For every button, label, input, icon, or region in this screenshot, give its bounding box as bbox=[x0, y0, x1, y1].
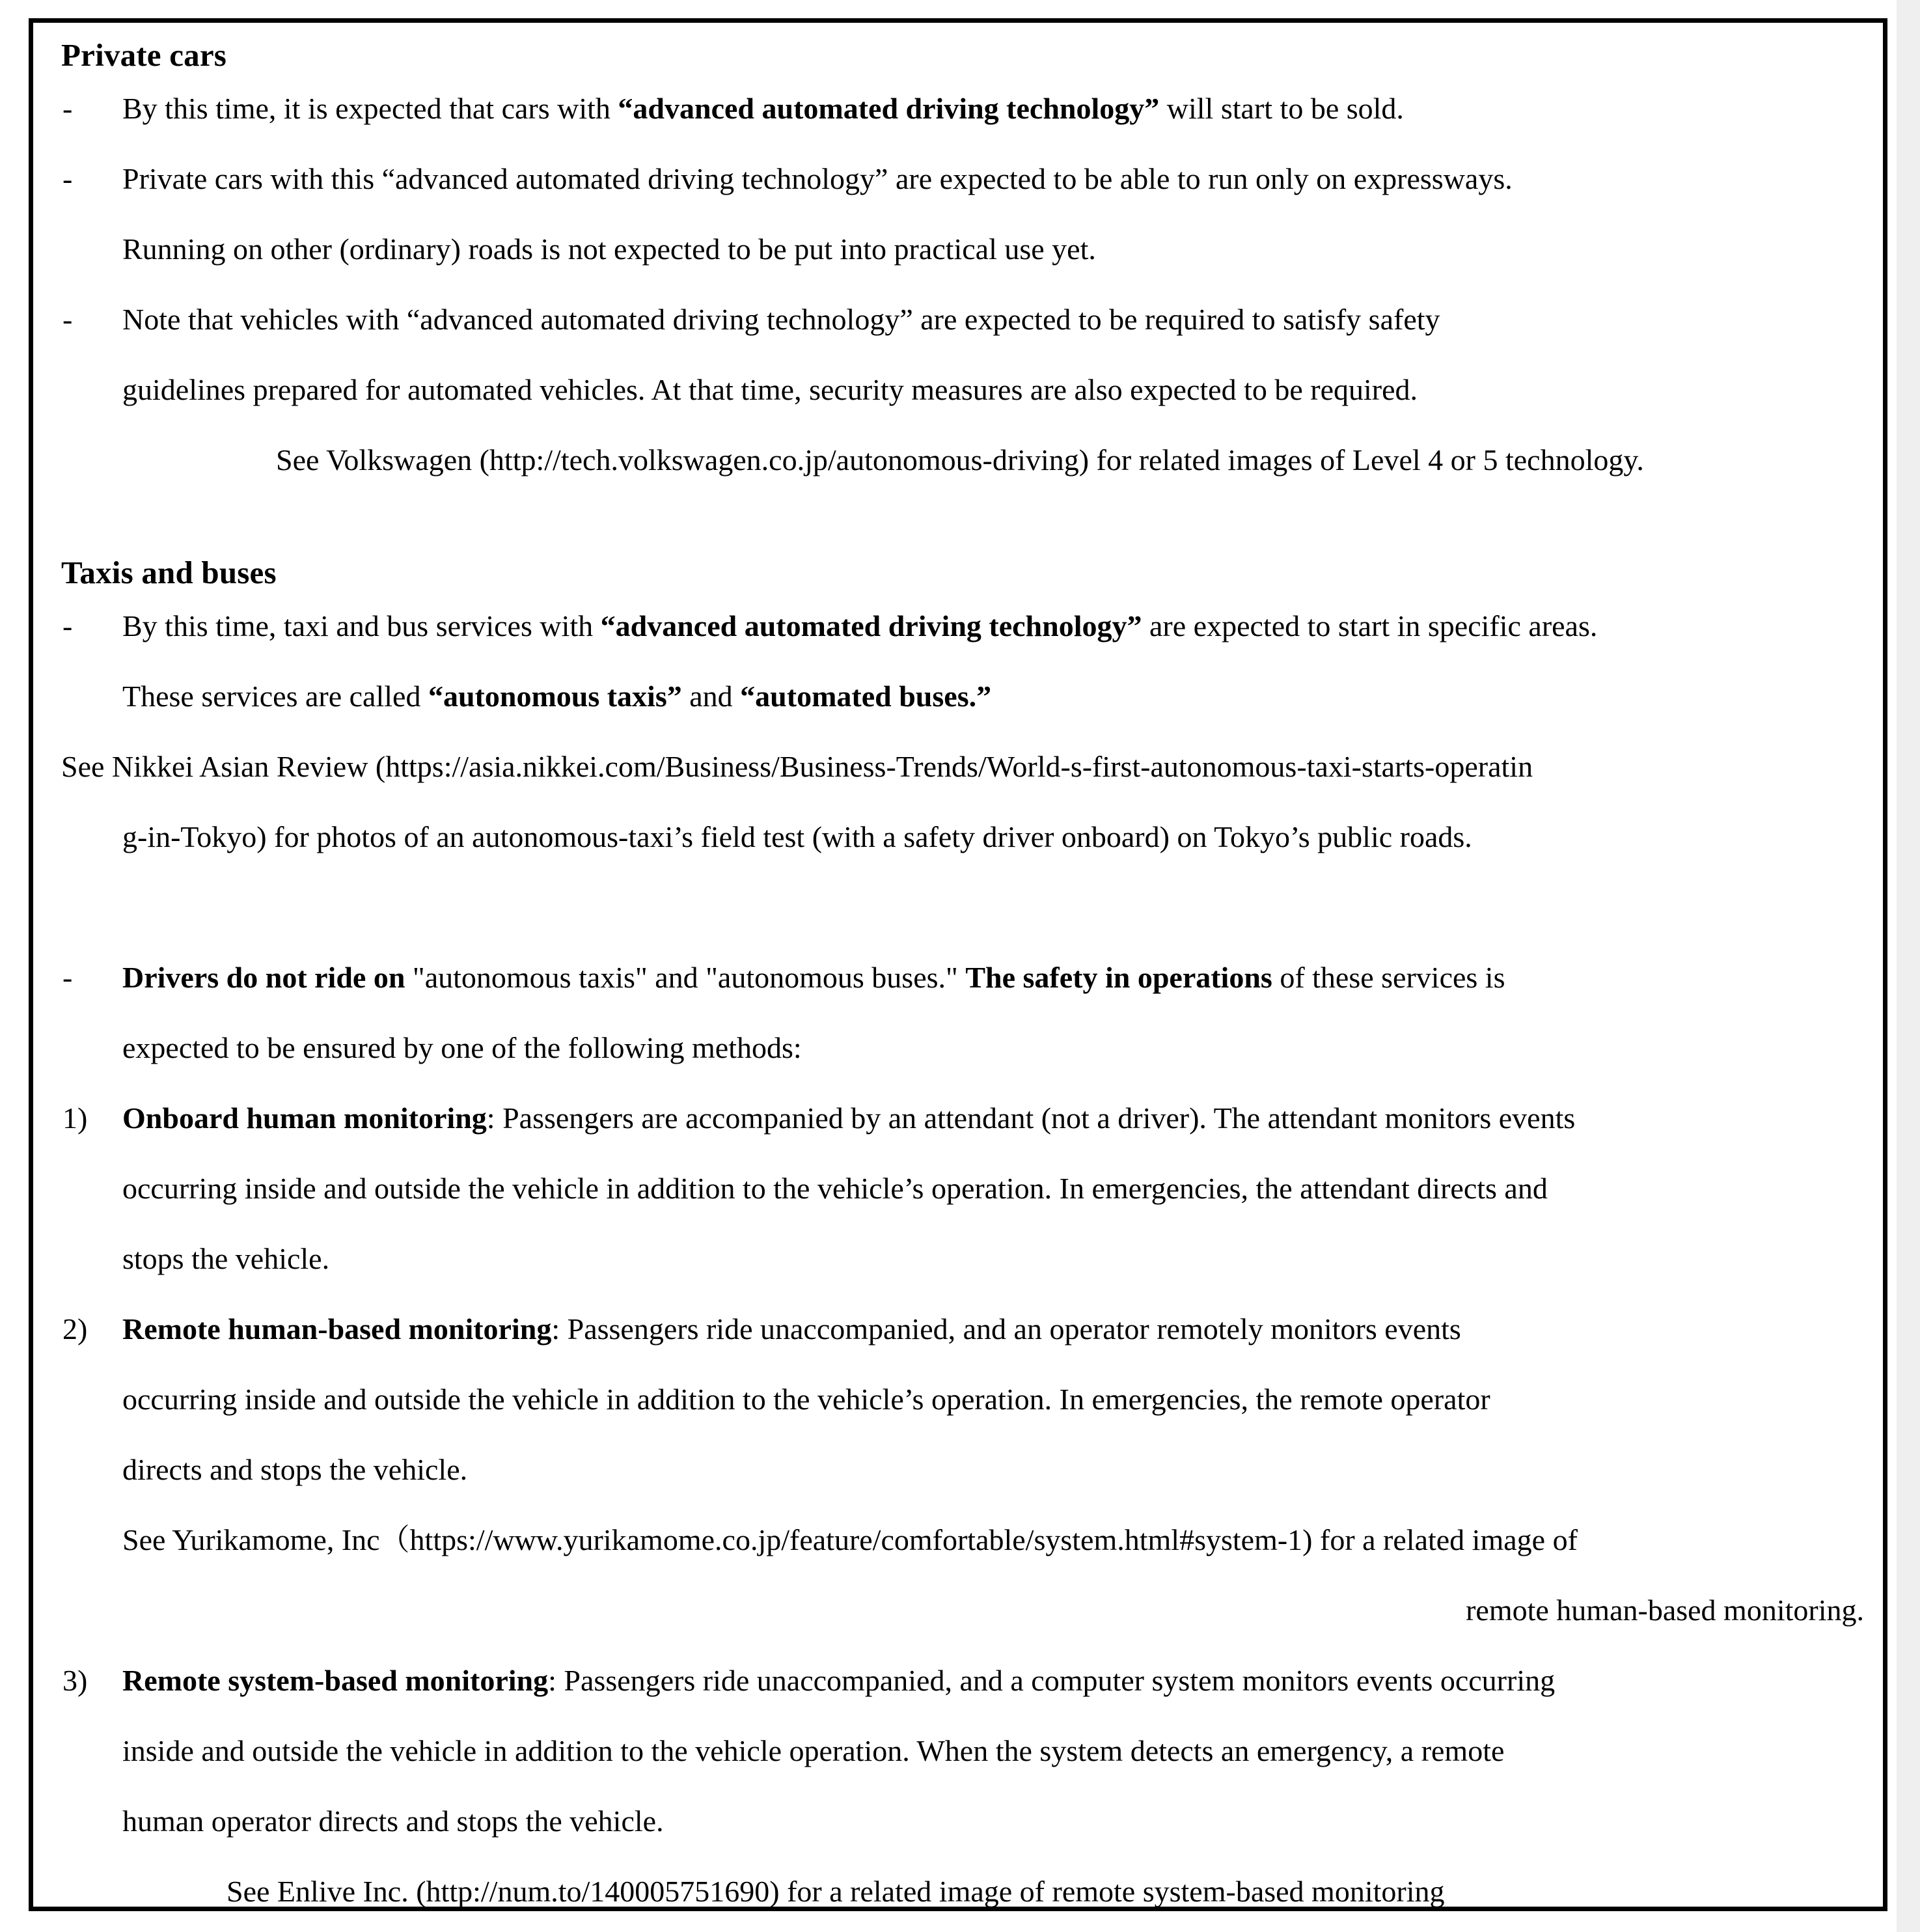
method-line: Remote system-based monitoring: Passengers ride unaccompanied, and a computer system monitors events occurring bbox=[122, 1664, 1556, 1697]
document-border-frame bbox=[29, 18, 1887, 1911]
method-title-onboard-human-monitoring: Onboard human monitoring bbox=[122, 1101, 487, 1135]
method-title-remote-human-based-monitoring: Remote human-based monitoring bbox=[122, 1312, 552, 1346]
reference-yurikamome-line-1: See Yurikamome, Inc（https://www.yurikamome.co.jp/feature/comfortable/system.html#system-1) for a related image of bbox=[122, 1523, 1578, 1556]
list-number-marker: 3) bbox=[62, 1664, 88, 1697]
emphasis-drivers-do-not-ride-on: Drivers do not ride on bbox=[122, 961, 405, 994]
bullet-line: guidelines prepared for automated vehicles. At that time, security measures are also expected to be required. bbox=[122, 373, 1418, 406]
method-line: stops the vehicle. bbox=[122, 1242, 330, 1275]
bullet-line: Private cars with this “advanced automated driving technology” are expected to be able to run only on expressways. bbox=[122, 162, 1513, 195]
method-line: Remote human-based monitoring: Passengers ride unaccompanied, and an operator remotely monitors events bbox=[122, 1312, 1461, 1346]
bullet-line: Note that vehicles with “advanced automated driving technology” are expected to be required to satisfy safety bbox=[122, 303, 1440, 336]
bullet-line: By this time, it is expected that cars with “advanced automated driving technology” will start to be sold. bbox=[122, 92, 1404, 125]
list-number-marker: 1) bbox=[62, 1101, 88, 1135]
method-item-2 bbox=[61, 1294, 1864, 1646]
reference-nikkei-line-1: See Nikkei Asian Review (https://asia.nikkei.com/Business/Business-Trends/World-s-first-autonomous-taxi-starts-operatin bbox=[61, 750, 1533, 783]
bullet-line: By this time, taxi and bus services with “advanced automated driving technology” are expected to start in specific areas. bbox=[122, 609, 1598, 642]
bullet-drivers-do-not-ride bbox=[61, 943, 1864, 1083]
bullet-taxis-buses-1 bbox=[61, 591, 1864, 732]
method-line: occurring inside and outside the vehicle in addition to the vehicle’s operation. In emergencies, the attendant directs and bbox=[122, 1172, 1548, 1205]
section-spacer bbox=[61, 872, 1864, 943]
emphasis-automated-buses: “automated buses.” bbox=[740, 680, 992, 713]
section-taxis-and-buses bbox=[61, 545, 1864, 872]
emphasis-autonomous-taxis: “autonomous taxis” bbox=[428, 680, 682, 713]
bullet-text bbox=[122, 74, 1864, 144]
reference-volkswagen: See Volkswagen (http://tech.volkswagen.co.jp/autonomous-driving) for related images of Level 4 or 5 technology. bbox=[276, 443, 1644, 476]
list-number-marker: 2) bbox=[62, 1312, 88, 1346]
method-line: Onboard human monitoring: Passengers are accompanied by an attendant (not a driver). The attendant monitors events bbox=[122, 1101, 1576, 1135]
bullet-line: Drivers do not ride on "autonomous taxis" and "autonomous buses." The safety in operations of these services is bbox=[122, 961, 1505, 994]
bullet-dash-marker: - bbox=[62, 303, 73, 336]
bullet-dash-marker: - bbox=[62, 961, 73, 994]
bullet-private-cars-2 bbox=[61, 144, 1864, 284]
reference-nikkei-line-2: g-in-Tokyo) for photos of an autonomous-taxi’s field test (with a safety driver onboard) on Tokyo’s public roads. bbox=[122, 820, 1472, 853]
emphasis-the-safety-in-operations: The safety in operations bbox=[965, 961, 1272, 994]
method-item-3 bbox=[61, 1646, 1864, 1911]
page-right-margin-strip bbox=[1897, 0, 1920, 1932]
bullet-line: These services are called “autonomous taxis” and “automated buses.” bbox=[122, 680, 992, 713]
emphasis-advanced-automated-driving-technology: “advanced automated driving technology” bbox=[600, 609, 1142, 642]
emphasis-advanced-automated-driving-technology: “advanced automated driving technology” bbox=[618, 92, 1160, 125]
bullet-text bbox=[122, 144, 1864, 284]
method-line: human operator directs and stops the vehicle. bbox=[122, 1804, 664, 1838]
bullet-dash-marker: - bbox=[62, 609, 73, 642]
reference-enlive: See Enlive Inc. (http://num.to/140005751690) for a related image of remote system-based monitoring bbox=[226, 1875, 1445, 1908]
bullet-dash-marker: - bbox=[62, 92, 73, 125]
method-line: inside and outside the vehicle in addition to the vehicle operation. When the system detects an emergency, a remote bbox=[122, 1734, 1505, 1767]
bullet-text bbox=[122, 591, 1864, 732]
method-line: occurring inside and outside the vehicle in addition to the vehicle’s operation. In emergencies, the remote operator bbox=[122, 1383, 1490, 1416]
bullet-private-cars-1 bbox=[61, 74, 1864, 144]
bullet-dash-marker: - bbox=[62, 162, 73, 195]
method-item-1 bbox=[61, 1083, 1864, 1294]
bullet-text bbox=[122, 284, 1864, 425]
document-content bbox=[38, 27, 1887, 1911]
method-text bbox=[122, 1083, 1864, 1294]
bullet-line: expected to be ensured by one of the following methods: bbox=[122, 1031, 802, 1064]
method-line: directs and stops the vehicle. bbox=[122, 1453, 468, 1486]
bullet-private-cars-3 bbox=[61, 284, 1864, 425]
bullet-line: Running on other (ordinary) roads is not expected to be put into practical use yet. bbox=[122, 232, 1096, 266]
section-spacer bbox=[61, 495, 1864, 545]
method-text bbox=[122, 1294, 1864, 1646]
method-text bbox=[122, 1646, 1864, 1911]
method-title-remote-system-based-monitoring: Remote system-based monitoring bbox=[122, 1664, 549, 1697]
section-heading-private-cars: Private cars bbox=[61, 37, 227, 73]
section-private-cars bbox=[61, 27, 1864, 495]
section-heading-taxis-and-buses: Taxis and buses bbox=[61, 555, 277, 590]
reference-yurikamome-line-2: remote human-based monitoring. bbox=[1466, 1594, 1864, 1627]
bullet-text bbox=[122, 943, 1864, 1083]
